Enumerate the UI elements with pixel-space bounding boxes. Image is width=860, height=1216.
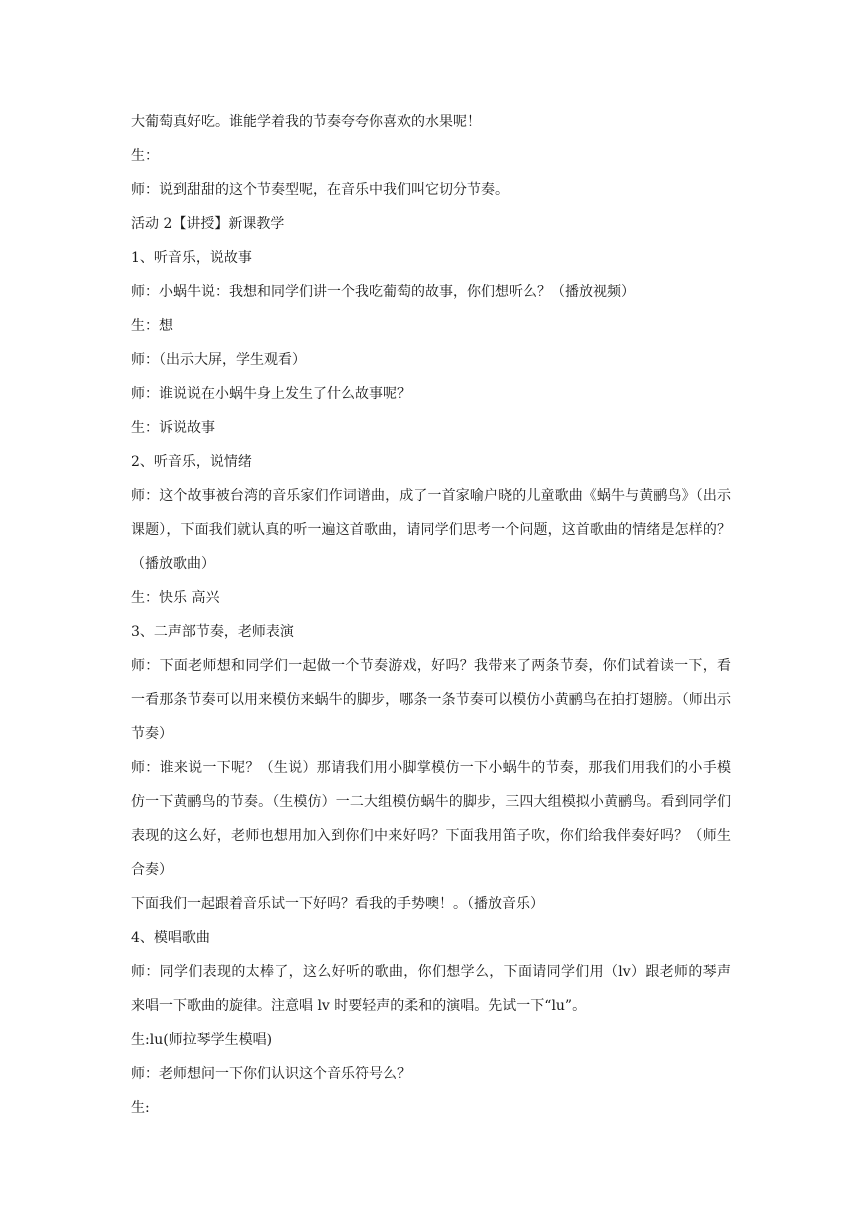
paragraph-student-1: 生： bbox=[131, 148, 159, 164]
paragraph-student-happy: 生：快乐 高兴 bbox=[131, 590, 220, 606]
heading-section-2: 2、听音乐，说情绪 bbox=[131, 454, 252, 470]
heading-section-1: 1、听音乐，说故事 bbox=[131, 250, 252, 266]
paragraph-student-lu: 生:lu(师拉琴学生模唱) bbox=[131, 1032, 273, 1048]
paragraph-show-screen: 师：（出示大屏，学生观看） bbox=[131, 352, 306, 368]
document-page bbox=[131, 105, 731, 1125]
heading-section-3: 3、二声部节奏，老师表演 bbox=[131, 624, 294, 640]
paragraph-music-symbol: 师：老师想问一下你们认识这个音乐符号么？ bbox=[131, 1066, 411, 1082]
paragraph-syncopation: 师：说到甜甜的这个节奏型呢，在音乐中我们叫它切分节奏。 bbox=[131, 182, 509, 198]
paragraph-who-tells: 师：谁说说在小蜗牛身上发生了什么故事呢？ bbox=[131, 386, 411, 402]
paragraph-student-tells: 生：诉说故事 bbox=[131, 420, 215, 436]
paragraph-sing-lv: 师：同学们表现的太棒了，这么好听的歌曲，你们想学么，下面请同学们用（lv）跟老师的琴声来唱一下歌曲的旋律。注意唱 lv 时要轻声的柔和的演唱。先试一下“lu”。 bbox=[131, 964, 731, 1014]
paragraph-student-want: 生：想 bbox=[131, 318, 173, 334]
heading-section-4: 4、模唱歌曲 bbox=[131, 930, 210, 946]
heading-activity-2: 活动 2【讲授】新课教学 bbox=[131, 216, 285, 232]
paragraph-song-intro: 师：这个故事被台湾的音乐家们作词谱曲，成了一首家喻户晓的儿童歌曲《蜗牛与黄鹂鸟》（出示课题），下面我们就认真的听一遍这首歌曲，请同学们思考一个问题，这首歌曲的情绪是怎样的？（播放歌曲） bbox=[131, 488, 731, 572]
paragraph-rhythm-game: 师：下面老师想和同学们一起做一个节奏游戏，好吗？我带来了两条节奏，你们试着读一下，看一看那条节奏可以用来模仿来蜗牛的脚步，哪条一条节奏可以模仿小黄鹂鸟在拍打翅膀。（师出示节奏） bbox=[131, 658, 731, 742]
paragraph-student-last: 生: bbox=[131, 1100, 150, 1116]
paragraph-snail-story: 师：小蜗牛说：我想和同学们讲一个我吃葡萄的故事，你们想听么？（播放视频） bbox=[131, 284, 635, 300]
paragraph-intro-grapes: 大葡萄真好吃。谁能学着我的节奏夸夸你喜欢的水果呢！ bbox=[131, 114, 481, 130]
paragraph-follow-music: 下面我们一起跟着音乐试一下好吗？看我的手势噢！。（播放音乐） bbox=[131, 896, 544, 912]
paragraph-imitate: 师：谁来说一下呢？（生说）那请我们用小脚掌模仿一下小蜗牛的节奏，那我们用我们的小手模仿一下黄鹂鸟的节奏。（生模仿）一二大组模仿蜗牛的脚步，三四大组模拟小黄鹂鸟。看到同学们表现的这么好，老师也想用加入到你们中来好吗？下面我用笛子吹，你们给我伴奏好吗？（师生合奏） bbox=[131, 760, 731, 878]
